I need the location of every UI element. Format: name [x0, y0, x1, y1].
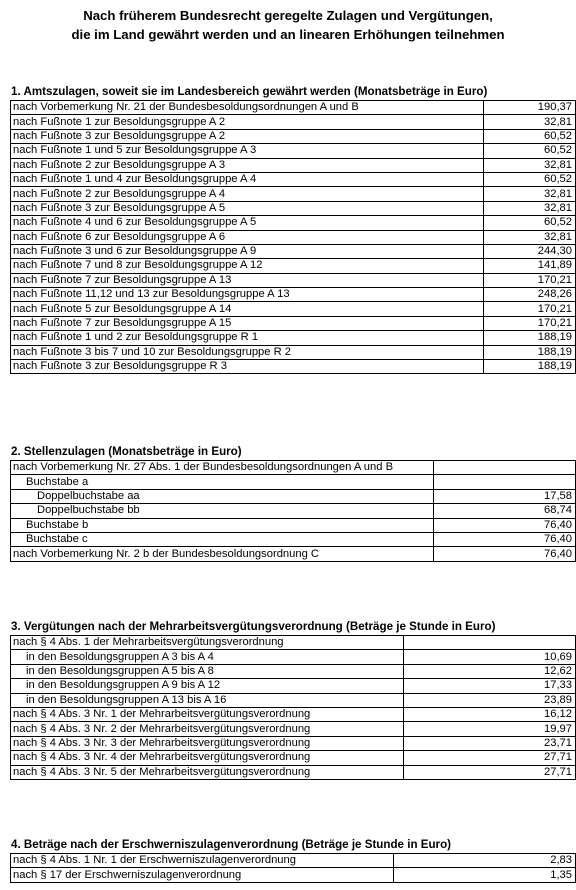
row-value: 32,81: [484, 201, 576, 215]
row-label: Doppelbuchstabe bb: [11, 504, 434, 518]
row-label: in den Besoldungsgruppen A 9 bis A 12: [11, 679, 404, 693]
table-row: [11, 504, 576, 518]
section-2-heading: 2. Stellenzulagen (Monatsbeträge in Euro): [11, 445, 242, 458]
row-value: 23,71: [404, 736, 576, 750]
row-value: 60,52: [484, 172, 576, 186]
row-value: 60,52: [484, 216, 576, 230]
row-value: 188,19: [484, 360, 576, 374]
table-row: [11, 736, 576, 750]
table-row: [11, 679, 576, 693]
row-value: 19,97: [404, 722, 576, 736]
row-label: nach Vorbemerkung Nr. 2 b der Bundesbesoldungsordnung C: [11, 547, 434, 561]
row-label: nach Fußnote 7 und 8 zur Besoldungsgruppe A 12: [11, 259, 484, 273]
table-row: [11, 144, 576, 158]
row-label: nach Fußnote 1 und 4 zur Besoldungsgruppe A 4: [11, 172, 484, 186]
row-label: nach Vorbemerkung Nr. 21 der Bundesbesoldungsordnungen A und B: [11, 101, 484, 115]
row-label: Buchstabe c: [11, 532, 434, 546]
row-value: [434, 461, 576, 475]
row-value: 12,62: [404, 664, 576, 678]
row-value: 10,69: [404, 650, 576, 664]
row-label: nach Fußnote 3 bis 7 und 10 zur Besoldungsgruppe R 2: [11, 345, 484, 359]
row-label: nach Fußnote 7 zur Besoldungsgruppe A 13: [11, 273, 484, 287]
table-row: [11, 854, 576, 868]
title-line-1: Nach früherem Bundesrecht geregelte Zulagen und Vergütungen,: [83, 8, 493, 23]
table-row: [11, 230, 576, 244]
table-row: [11, 316, 576, 330]
table-row: [11, 259, 576, 273]
table-row: [11, 547, 576, 561]
row-label: nach Fußnote 2 zur Besoldungsgruppe A 4: [11, 187, 484, 201]
table-row: [11, 868, 576, 882]
row-value: 76,40: [434, 547, 576, 561]
row-label: Buchstabe b: [11, 518, 434, 532]
row-value: 2,83: [394, 854, 576, 868]
row-label: in den Besoldungsgruppen A 5 bis A 8: [11, 664, 404, 678]
table-row: [11, 751, 576, 765]
row-value: 190,37: [484, 101, 576, 115]
row-label: nach Fußnote 1 und 5 zur Besoldungsgruppe A 3: [11, 144, 484, 158]
row-value: 32,81: [484, 158, 576, 172]
table-row: [11, 650, 576, 664]
row-label: nach § 4 Abs. 1 der Mehrarbeitsvergütungsverordnung: [11, 636, 404, 650]
row-value: 76,40: [434, 518, 576, 532]
title-line-2: die im Land gewährt werden und an linearen Erhöhungen teilnehmen: [71, 27, 505, 42]
row-value: 170,21: [484, 273, 576, 287]
row-value: 17,58: [434, 489, 576, 503]
row-value: 27,71: [404, 751, 576, 765]
table-row: [11, 288, 576, 302]
table-row: [11, 722, 576, 736]
table-row: [11, 302, 576, 316]
row-label: nach Fußnote 3 zur Besoldungsgruppe A 2: [11, 129, 484, 143]
section-4-heading: 4. Beträge nach der Erschwerniszulagenverordnung (Beträge je Stunde in Euro): [11, 838, 452, 851]
row-label: nach § 4 Abs. 3 Nr. 5 der Mehrarbeitsvergütungsverordnung: [11, 765, 404, 779]
table-row: [11, 244, 576, 258]
row-value: 17,33: [404, 679, 576, 693]
row-label: nach Fußnote 3 zur Besoldungsgruppe R 3: [11, 360, 484, 374]
row-value: 244,30: [484, 244, 576, 258]
row-value: 32,81: [484, 187, 576, 201]
table-row: [11, 636, 576, 650]
row-label: in den Besoldungsgruppen A 3 bis A 4: [11, 650, 404, 664]
table-row: [11, 765, 576, 779]
row-value: 141,89: [484, 259, 576, 273]
table-row: [11, 489, 576, 503]
row-value: 1,35: [394, 868, 576, 882]
row-label: nach Fußnote 4 und 6 zur Besoldungsgruppe A 5: [11, 216, 484, 230]
row-value: 27,71: [404, 765, 576, 779]
row-value: 76,40: [434, 532, 576, 546]
row-label: nach Vorbemerkung Nr. 27 Abs. 1 der Bundesbesoldungsordnungen A und B: [11, 461, 434, 475]
section-3-table: [10, 635, 576, 780]
document-title: [0, 6, 576, 44]
table-row: [11, 664, 576, 678]
row-label: nach Fußnote 3 zur Besoldungsgruppe A 5: [11, 201, 484, 215]
row-label: Buchstabe a: [11, 475, 434, 489]
row-value: 188,19: [484, 345, 576, 359]
row-value: 16,12: [404, 707, 576, 721]
row-value: [404, 636, 576, 650]
row-label: nach § 4 Abs. 3 Nr. 4 der Mehrarbeitsvergütungsverordnung: [11, 751, 404, 765]
row-label: nach Fußnote 7 zur Besoldungsgruppe A 15: [11, 316, 484, 330]
row-label: nach Fußnote 3 und 6 zur Besoldungsgruppe A 9: [11, 244, 484, 258]
row-label: nach § 4 Abs. 3 Nr. 1 der Mehrarbeitsvergütungsverordnung: [11, 707, 404, 721]
row-label: nach Fußnote 1 zur Besoldungsgruppe A 2: [11, 115, 484, 129]
table-row: [11, 273, 576, 287]
table-row: [11, 461, 576, 475]
table-row: [11, 129, 576, 143]
table-row: [11, 707, 576, 721]
row-label: nach § 4 Abs. 3 Nr. 3 der Mehrarbeitsvergütungsverordnung: [11, 736, 404, 750]
section-1-table: [10, 100, 576, 374]
table-row: [11, 201, 576, 215]
row-label: Doppelbuchstabe aa: [11, 489, 434, 503]
table-row: [11, 532, 576, 546]
row-value: [434, 475, 576, 489]
row-value: 170,21: [484, 302, 576, 316]
row-label: nach § 4 Abs. 1 Nr. 1 der Erschwerniszulagenverordnung: [11, 854, 394, 868]
row-value: 68,74: [434, 504, 576, 518]
row-label: nach § 17 der Erschwerniszulagenverordnung: [11, 868, 394, 882]
row-label: nach Fußnote 6 zur Besoldungsgruppe A 6: [11, 230, 484, 244]
row-label: nach § 4 Abs. 3 Nr. 2 der Mehrarbeitsvergütungsverordnung: [11, 722, 404, 736]
row-label: nach Fußnote 1 und 2 zur Besoldungsgruppe R 1: [11, 331, 484, 345]
table-row: [11, 115, 576, 129]
table-row: [11, 101, 576, 115]
row-label: nach Fußnote 11,12 und 13 zur Besoldungsgruppe A 13: [11, 288, 484, 302]
table-row: [11, 345, 576, 359]
table-row: [11, 693, 576, 707]
table-row: [11, 331, 576, 345]
row-value: 170,21: [484, 316, 576, 330]
row-label: nach Fußnote 2 zur Besoldungsgruppe A 3: [11, 158, 484, 172]
row-value: 248,26: [484, 288, 576, 302]
row-value: 188,19: [484, 331, 576, 345]
section-3-heading: 3. Vergütungen nach der Mehrarbeitsvergütungsverordnung (Beträge je Stunde in Euro): [11, 620, 496, 633]
table-row: [11, 216, 576, 230]
table-row: [11, 360, 576, 374]
row-value: 32,81: [484, 230, 576, 244]
row-label: in den Besoldungsgruppen A 13 bis A 16: [11, 693, 404, 707]
row-value: 23,89: [404, 693, 576, 707]
section-4-table: [10, 853, 576, 883]
row-value: 60,52: [484, 129, 576, 143]
section-2-table: [10, 460, 576, 562]
section-1-heading: 1. Amtszulagen, soweit sie im Landesbereich gewährt werden (Monatsbeträge in Euro): [11, 85, 488, 98]
table-row: [11, 518, 576, 532]
table-row: [11, 187, 576, 201]
row-value: 60,52: [484, 144, 576, 158]
table-row: [11, 475, 576, 489]
table-row: [11, 172, 576, 186]
row-value: 32,81: [484, 115, 576, 129]
row-label: nach Fußnote 5 zur Besoldungsgruppe A 14: [11, 302, 484, 316]
table-row: [11, 158, 576, 172]
